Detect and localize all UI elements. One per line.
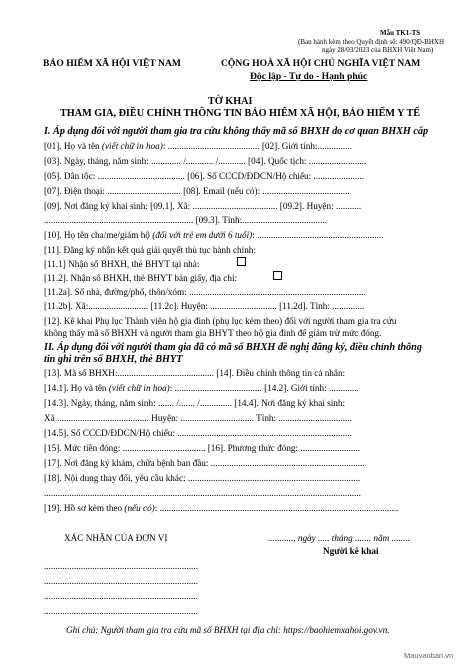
title-main: THAM GIA, ĐIỀU CHỈNH THÔNG TIN BẢO HIỂM XÃ HỘI, BẢO HIỂM Y TẾ — [60, 108, 421, 119]
field-03: [03]. Ngày, tháng, năm sinh: ............. /............ /............ [04]. Quốc tịch: ......................... — [44, 156, 367, 166]
field-18: [18]. Nội dung thay đổi, yêu cầu khác: ........................................................................... — [44, 473, 361, 483]
field-09-3: ................................................................. [09.3]. Tỉnh:..................................... — [44, 215, 328, 225]
unit-confirmation: XÁC NHẬN CỦA ĐƠN VỊ — [64, 533, 168, 543]
field-14-1: [14.1]. Họ và tên (viết chữ in hoa): ...................................... [14.2]. Giới tính: ............. — [44, 383, 359, 393]
agency-name: BẢO HIỂM XÃ HỘI VIỆT NAM — [43, 58, 181, 69]
field-11-2a: [11.2a]. Số nhà, đường/phố, thôn/xóm: ............................................................................. — [44, 287, 366, 297]
field-12-line1: [12]. Kê khai Phụ lục Thành viên hộ gia đình (phụ lục kèm theo) đối với người tham gia tra cứu — [44, 316, 397, 326]
field-12-line2: không thấy mã số BHXH và người tham gia BHYT theo hộ gia đình để giảm trừ mức đóng. — [44, 328, 382, 338]
sign-date: ..........., ngày ..... tháng ....... năm ........ — [268, 533, 410, 543]
checkbox-home-delivery[interactable] — [237, 257, 246, 266]
form-note-2: ngày 28/03/2023 của BHXH Việt Nam) — [322, 46, 434, 54]
field-13: [13]. Mã số BHXH:.......................................... [14]. Điều chỉnh thông tin cá nhân: — [44, 368, 346, 378]
field-07: [07]. Điện thoại: ................................ [08]. Email (nếu có): ...................................... — [44, 186, 350, 196]
field-14-4: Xã ........................................ Huyện: ................................ Tỉnh: ................................ — [44, 413, 352, 423]
confirm-dots-3: ................................................................... — [44, 591, 198, 601]
field-11-1: [11.1] Nhận sổ BHXH, thẻ BHYT tại nhà: — [44, 259, 200, 269]
field-11-2: [11.2]. Nhận sổ BHXH, thẻ BHYT bản giấy, địa chỉ: — [44, 273, 238, 283]
watermark: Mauvanban.vn — [404, 651, 454, 660]
field-14-5: [14.5]. Số CCCD/ĐDCN/Hộ chiếu: ............................................................................ — [44, 428, 352, 438]
field-09: [09]. Nơi đăng ký khai sinh: [09.1]. Xã: ..................................... [09.2]. Huyện: ........... — [44, 201, 362, 211]
section1-heading: I. Áp dụng đối với người tham gia tra cứu không thấy mã số BHXH do cơ quan BHXH cấp — [44, 126, 429, 137]
footer-note: Ghi chú: Người tham gia tra cứu mã số BHXH tại địa chỉ: https://baohiemxahoi.gov.vn. — [66, 625, 390, 635]
section2-heading-1: II. Áp dụng đối với người tham gia đã có mã số BHXH đề nghị đăng ký, điều chỉnh thông — [44, 342, 422, 353]
field-19: [19]. Hồ sơ kèm theo (nếu có): ........................................................................................................ — [44, 503, 399, 513]
field-01: [01]. Họ và tên (viết chữ in hoa): ........................................ [02]. Giới tính:............... — [44, 141, 352, 151]
field-11: [11]. Đăng ký nhận kết quả giải quyết thủ tục hành chính: — [44, 245, 256, 255]
form-code: Mẫu TK1-TS — [380, 29, 421, 37]
declarer-label: Người kê khai — [323, 546, 379, 556]
form-note-1: (Ban hành kèm theo Quyết định số: 490/QĐ-BHXH — [298, 38, 445, 46]
section2-heading-2: tin ghi trên sổ BHXH, thẻ BHYT — [44, 354, 183, 365]
nation-name: CỘNG HOÀ XÃ HỘI CHỦ NGHĨA VIỆT NAM — [221, 58, 421, 69]
field-17: [17]. Nơi đăng ký khám, chữa bệnh ban đầu: ................................................................... — [44, 458, 365, 468]
confirm-dots-2: ................................................................... — [44, 576, 198, 586]
confirm-dots-4: ................................................................... — [44, 606, 198, 616]
field-18-dots: .......................................................................................................................................... — [44, 488, 361, 498]
title-form: TỜ KHAI — [208, 96, 253, 107]
checkbox-paper-delivery[interactable] — [273, 271, 282, 280]
field-10: [10]. Họ tên cha/me/giám hộ (đối với trẻ em dưới 6 tuổi): ....................................................... — [44, 230, 384, 240]
field-05: [05]. Dân tộc: ...................................... [06]. Số CCCD/ĐDCN/Hộ chiếu: ...................... — [44, 171, 365, 181]
field-11-2b: [11.2b]. Xã:.......................... [11.2c]. Huyện: ............................. [11.2d]. Tỉnh: .............. — [44, 301, 365, 311]
field-15: [15]. Mức tiền đóng: .................................... [16]. Phương thức đóng: .......................... — [44, 443, 361, 453]
field-14-3: [14.3]. Ngày, tháng, năm sinh: ....... /....... /.............. [14.4]. Nơi đăng ký khai sinh: — [44, 398, 346, 408]
motto: Độc lập - Tự do - Hạnh phúc — [250, 71, 368, 82]
confirm-dots-1: ................................................................... — [44, 561, 198, 571]
